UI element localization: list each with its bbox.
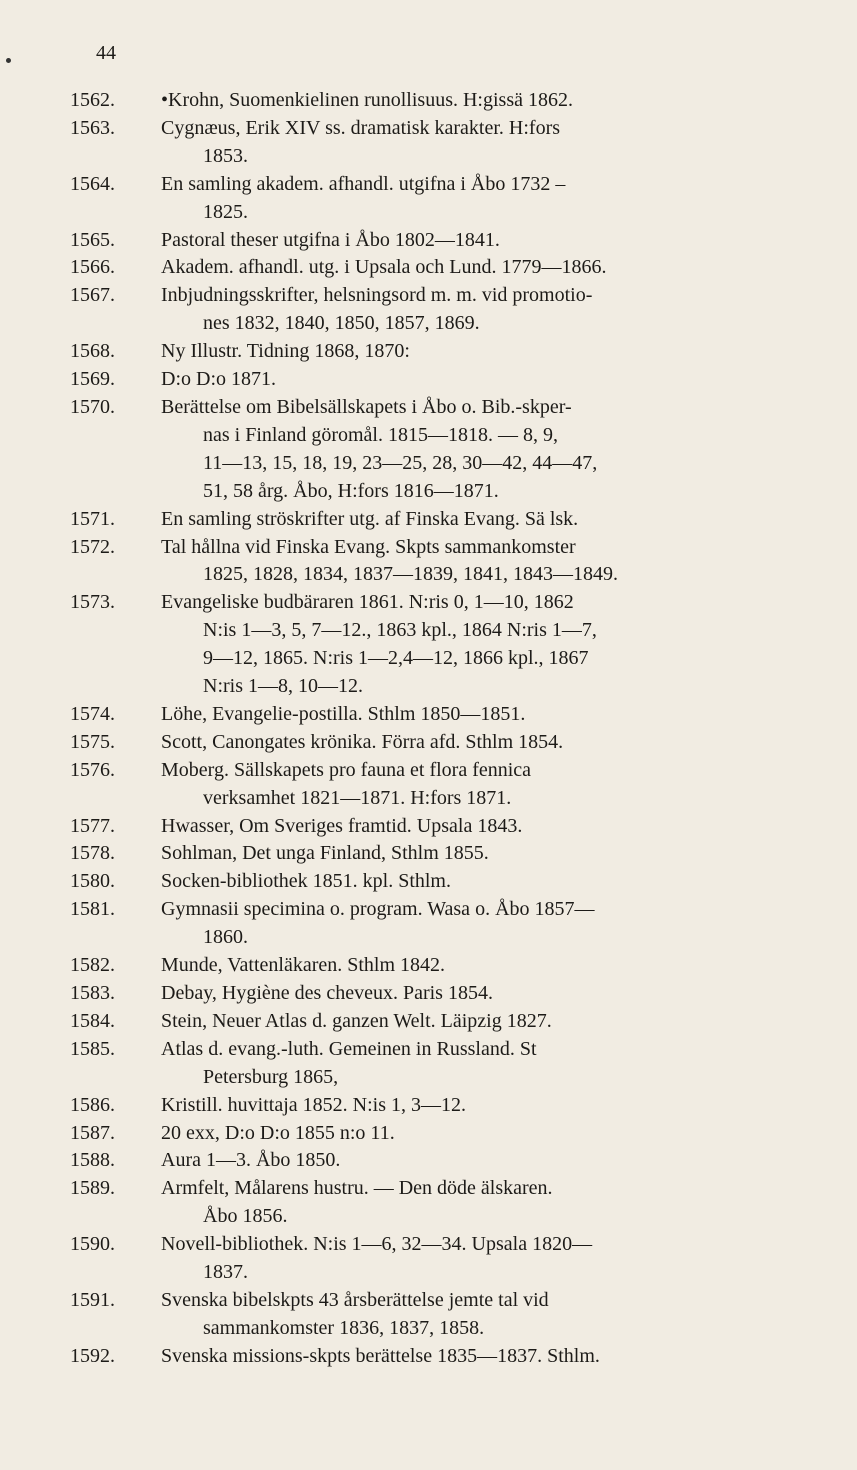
catalog-entry: [0, 282, 857, 338]
entry-number: 1591.: [70, 1288, 115, 1311]
entry-line: 1825.: [203, 200, 248, 223]
catalog-entry: [0, 115, 857, 171]
entry-line: Löhe, Evangelie-postilla. Sthlm 1850—1851.: [161, 702, 526, 725]
entry-line: Socken-bibliothek 1851. kpl. Sthlm.: [161, 870, 451, 893]
entry-number: 1563.: [70, 116, 115, 139]
entry-text: [161, 366, 813, 394]
entry-line: sammankomster 1836, 1837, 1858.: [203, 1316, 485, 1339]
entry-text: [161, 868, 813, 896]
entry-number: 1575.: [70, 730, 115, 753]
entry-text: [161, 729, 813, 757]
entry-number: 1582.: [70, 954, 115, 977]
entry-line: Berättelse om Bibelsällskapets i Åbo o. Bib.-skper-: [161, 395, 572, 418]
entry-line: 20 exx, D:o D:o 1855 n:o 11.: [161, 1121, 395, 1144]
entry-line: 9—12, 1865. N:ris 1—2,4—12, 1866 kpl., 1867: [203, 647, 589, 670]
entry-text: [161, 1092, 813, 1120]
catalog-entry: [0, 1036, 857, 1092]
catalog-entry: [0, 506, 857, 534]
entry-text: [161, 896, 813, 952]
entry-number: 1585.: [70, 1037, 115, 1060]
entry-line: 11—13, 15, 18, 19, 23—25, 28, 30—42, 44—47,: [203, 451, 598, 474]
entry-text: [161, 589, 813, 701]
entry-text: [161, 952, 813, 980]
entry-line: Akadem. afhandl. utg. i Upsala och Lund. 1779—1866.: [161, 256, 607, 279]
entry-line: Moberg. Sällskapets pro fauna et flora fennica: [161, 758, 532, 781]
entry-number: 1590.: [70, 1233, 115, 1256]
entry-text: [161, 757, 813, 813]
entry-line: Svenska bibelskpts 43 årsberättelse jemte tal vid: [161, 1288, 549, 1311]
entry-line: nas i Finland göromål. 1815—1818. — 8, 9,: [203, 423, 558, 446]
entry-line: Aura 1—3. Åbo 1850.: [161, 1149, 341, 1172]
entry-line: Ny Illustr. Tidning 1868, 1870:: [161, 340, 410, 363]
entry-number: 1581.: [70, 898, 115, 921]
entry-line: Atlas d. evang.-luth. Gemeinen in Russland. St: [161, 1037, 537, 1060]
entry-text: [161, 394, 813, 506]
entry-number: 1592.: [70, 1344, 115, 1367]
entry-text: [161, 1343, 813, 1371]
entry-text: [161, 115, 813, 171]
entry-number: 1580.: [70, 870, 115, 893]
entry-line: •Krohn, Suomenkielinen runollisuus. H:gissä 1862.: [161, 89, 573, 111]
entry-line: Gymnasii specimina o. program. Wasa o. Åbo 1857—: [161, 898, 595, 921]
entry-text: [161, 813, 813, 841]
entry-text: [161, 282, 813, 338]
entry-line: nes 1832, 1840, 1850, 1857, 1869.: [203, 312, 480, 335]
entry-line: 1853.: [203, 144, 248, 167]
entry-number: 1587.: [70, 1121, 115, 1144]
catalog-entry: [0, 1092, 857, 1120]
entry-text: [161, 840, 813, 868]
entry-number: 1578.: [70, 842, 115, 865]
catalog-entry: [0, 87, 857, 115]
catalog-entry: [0, 952, 857, 980]
catalog-entry: [0, 1147, 857, 1175]
entry-text: [161, 1287, 813, 1343]
catalog-entry: [0, 1175, 857, 1231]
catalog-entry: [0, 840, 857, 868]
entry-number: 1570.: [70, 395, 115, 418]
catalog-entry: [0, 868, 857, 896]
entry-number: 1562.: [70, 89, 115, 111]
entry-text: [161, 171, 813, 227]
margin-mark: [6, 58, 11, 63]
entry-number: 1586.: [70, 1093, 115, 1116]
catalog-entry: [0, 171, 857, 227]
entry-text: [161, 980, 813, 1008]
catalog-entry: [0, 366, 857, 394]
entry-number: 1571.: [70, 507, 115, 530]
entry-text: [161, 1036, 813, 1092]
entry-line: D:o D:o 1871.: [161, 368, 276, 391]
entry-line: Tal hållna vid Finska Evang. Skpts sammankomster: [161, 535, 576, 558]
entry-text: [161, 506, 813, 534]
catalog-entry: [0, 1287, 857, 1343]
catalog-entry: [0, 701, 857, 729]
entry-number: 1564.: [70, 172, 115, 195]
entry-number: 1583.: [70, 982, 115, 1004]
entry-number: 1568.: [70, 340, 115, 363]
entry-number: 1584.: [70, 1009, 115, 1032]
entry-line: Svenska missions-skpts berättelse 1835—1837. Sthlm.: [161, 1344, 600, 1367]
entry-text: [161, 338, 813, 366]
entry-line: Petersburg 1865,: [203, 1065, 339, 1088]
entry-text: [161, 534, 813, 590]
entry-line: En samling akadem. afhandl. utgifna i Åbo 1732 –: [161, 172, 566, 195]
entry-text: [161, 1231, 813, 1287]
entry-text: [161, 254, 813, 282]
page-number: 44: [96, 42, 116, 64]
entry-line: Hwasser, Om Sveriges framtid. Upsala 1843.: [161, 814, 523, 837]
entry-line: Sohlman, Det unga Finland, Sthlm 1855.: [161, 842, 489, 865]
catalog-entry: [0, 254, 857, 282]
catalog-entry: [0, 227, 857, 255]
entry-line: verksamhet 1821—1871. H:fors 1871.: [203, 786, 512, 809]
entry-line: Evangeliske budbäraren 1861. N:ris 0, 1—10, 1862: [161, 591, 574, 614]
entry-line: Armfelt, Målarens hustru. — Den döde älskaren.: [161, 1177, 553, 1200]
entry-number: 1574.: [70, 702, 115, 725]
catalog-entry: [0, 338, 857, 366]
entry-line: Munde, Vattenläkaren. Sthlm 1842.: [161, 954, 446, 977]
entry-line: Pastoral theser utgifna i Åbo 1802—1841.: [161, 228, 500, 251]
entry-line: Inbjudningsskrifter, helsningsord m. m. vid promotio-: [161, 284, 593, 307]
entry-line: Åbo 1856.: [203, 1205, 288, 1228]
catalog-entry: [0, 1008, 857, 1036]
catalog-entry: [0, 1120, 857, 1148]
entry-line: 1825, 1828, 1834, 1837—1839, 1841, 1843—1849.: [203, 563, 618, 586]
entry-line: 51, 58 årg. Åbo, H:fors 1816—1871.: [203, 479, 499, 502]
entry-number: 1565.: [70, 228, 115, 251]
entry-number: 1588.: [70, 1149, 115, 1172]
catalog-entry: [0, 813, 857, 841]
catalog-entry: [0, 1231, 857, 1287]
entry-text: [161, 1175, 813, 1231]
entry-number: 1573.: [70, 591, 115, 614]
entry-line: 1837.: [203, 1261, 248, 1284]
entry-number: 1577.: [70, 814, 115, 837]
entry-line: Scott, Canongates krönika. Förra afd. Sthlm 1854.: [161, 730, 564, 753]
catalog-entry: [0, 757, 857, 813]
entry-text: [161, 227, 813, 255]
entry-line: Debay, Hygiène des cheveux. Paris 1854.: [161, 982, 493, 1004]
entry-text: [161, 87, 813, 115]
entry-text: [161, 1008, 813, 1036]
entry-number: 1567.: [70, 284, 115, 307]
catalog-entry: [0, 1343, 857, 1371]
entry-line: N:is 1—3, 5, 7—12., 1863 kpl., 1864 N:ris 1—7,: [203, 619, 597, 642]
entry-text: [161, 1147, 813, 1175]
catalog-entry: [0, 534, 857, 590]
entry-number: 1576.: [70, 758, 115, 781]
entry-number: 1566.: [70, 256, 115, 279]
entry-line: Kristill. huvittaja 1852. N:is 1, 3—12.: [161, 1093, 466, 1116]
entry-number: 1572.: [70, 535, 115, 558]
entry-line: Stein, Neuer Atlas d. ganzen Welt. Läipzig 1827.: [161, 1009, 552, 1032]
entry-number: 1589.: [70, 1177, 115, 1200]
catalog-entry: [0, 589, 857, 701]
entry-number: 1569.: [70, 368, 115, 391]
entry-text: [161, 701, 813, 729]
entry-text: [161, 1120, 813, 1148]
entry-line: 1860.: [203, 926, 248, 949]
entry-list: [0, 87, 857, 1371]
entry-line: Novell-bibliothek. N:is 1—6, 32—34. Upsala 1820—: [161, 1233, 593, 1256]
catalog-entry: [0, 896, 857, 952]
entry-line: N:ris 1—8, 10—12.: [203, 675, 363, 698]
catalog-entry: [0, 729, 857, 757]
catalog-entry: [0, 980, 857, 1008]
entry-line: Cygnæus, Erik XIV ss. dramatisk karakter. H:fors: [161, 116, 561, 139]
catalog-entry: [0, 394, 857, 506]
entry-line: En samling ströskrifter utg. af Finska Evang. Sä lsk.: [161, 507, 579, 530]
